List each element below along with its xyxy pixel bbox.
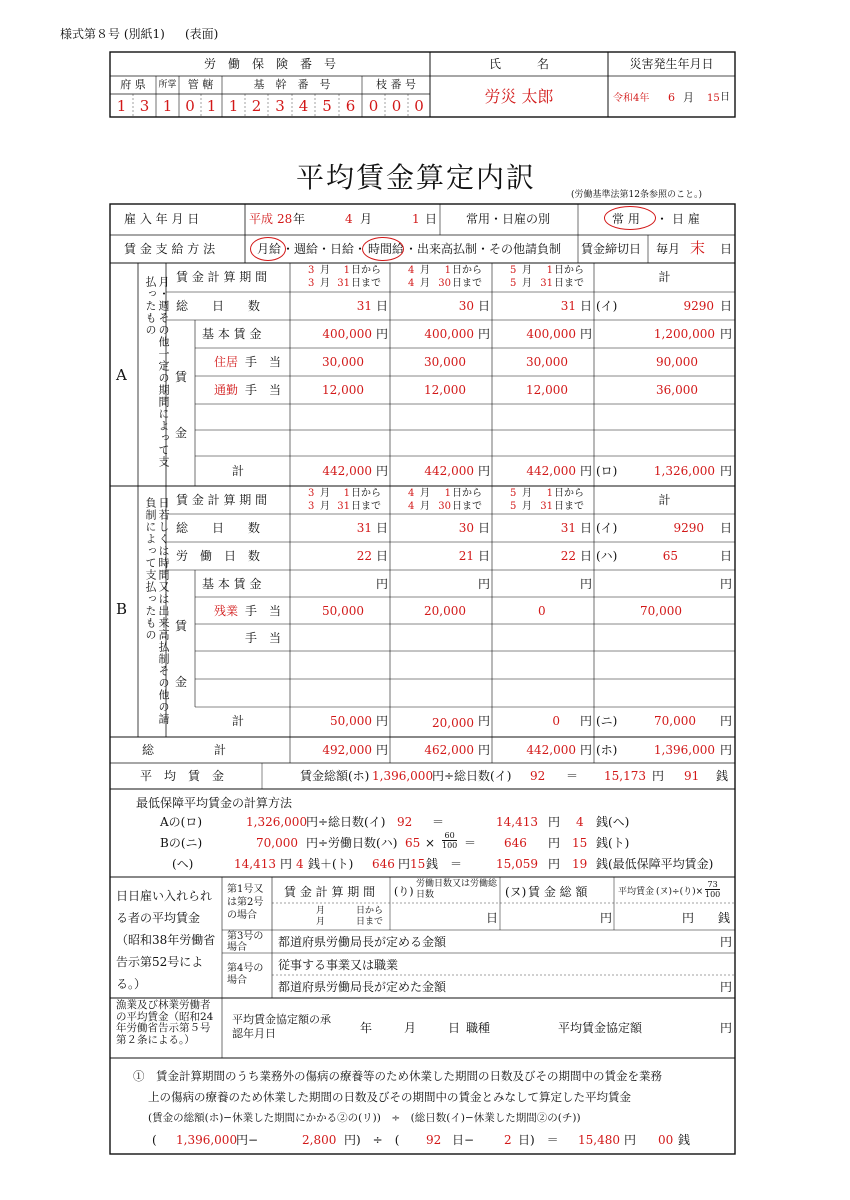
daily-total-label: 賃 金 総 額 [528, 885, 588, 899]
average-wage-label: 平 均 賃 金 [140, 769, 225, 783]
pref-label: 府 県 [120, 78, 146, 91]
overtime-label: 残業 [214, 604, 239, 618]
name-label: 氏 名 [488, 57, 549, 71]
case-4-job: 従事する事業又は職業 [278, 958, 399, 972]
daily-period-label: 賃 金 計 算 期 間 [284, 885, 376, 899]
pay-hourly: 時間給 [368, 242, 405, 256]
digit: 0 [414, 97, 424, 115]
worker-name: 労災 太郎 [484, 87, 554, 106]
footer-sen: 00 [658, 1133, 674, 1147]
footer-result: 15,480 [578, 1133, 620, 1147]
form-number: 様式第８号 (別紙1) [60, 27, 165, 41]
jurisdiction-label: 所掌 [158, 80, 177, 90]
digit: 1 [162, 97, 173, 115]
form-side: (表面) [185, 27, 219, 41]
sum-label: 計 [232, 714, 245, 728]
average-total: 1,396,000 [372, 769, 434, 783]
digit: 6 [345, 97, 356, 115]
work-days-label: 労 働 日 数 [176, 549, 261, 563]
base-number-label: 基 幹 番 号 [253, 78, 331, 91]
footer-line-3: (賃金の総額(ホ)−休業した期間にかかる②の(リ)) ÷ (総日数(イ)−休業した期間②の(チ)) [148, 1112, 581, 1124]
accident-day: 15 [707, 93, 720, 104]
section-b-desc: 日若しくは時間又は出来高払制その他の請負制によって支払ったもの [144, 497, 170, 725]
digit: 1 [228, 97, 239, 115]
digit: 4 [298, 97, 309, 115]
period-label: 賃 金 計 算 期 間 [176, 493, 268, 507]
forestry-approval-label: 平均賃金協定額の承認年月日 [232, 1013, 331, 1040]
digit: 0 [391, 97, 402, 115]
type-regular: 常 用 [612, 212, 640, 226]
fraction: $\frac{60}{100}$ [442, 831, 458, 850]
digit: 1 [116, 97, 127, 115]
section-b-letter: B [116, 600, 128, 618]
hire-year: 28 [277, 212, 293, 226]
forestry-desc: 漁業及び林業労働者の平均賃金（昭和24年労働省告示第５号第２条による。） [116, 999, 214, 1046]
digit: 0 [185, 97, 195, 115]
footer-rest-days: 2 [504, 1133, 512, 1147]
digit: 3 [139, 97, 150, 115]
case-4-amount: 都道府県労働局長が定めた金額 [278, 980, 447, 994]
forestry-job-label: 職種 [466, 1021, 491, 1035]
total-days-label: 総 日 数 [176, 521, 261, 535]
selection-circle [362, 237, 404, 261]
basic-wage-label: 基 本 賃 金 [202, 327, 262, 341]
accident-month: 6 [668, 91, 675, 104]
digit: 5 [322, 97, 332, 115]
footer-line-2: 上の傷病の療養のため休業した期間の日数及びその期間中の賃金とみなして算定した平均賃金 [148, 1090, 631, 1104]
selection-circle [250, 237, 286, 261]
daily-hire-desc: 日日雇い入れられる者の平均賃金（昭和38年労働省告示第52号による。） [116, 889, 216, 991]
total-days-label: 総 日 数 [176, 299, 261, 313]
hire-day: 1 [412, 212, 420, 226]
page-title: 平均賃金算定内訳 [296, 161, 537, 194]
average-sen: 91 [684, 769, 700, 783]
footer-rest-wage: 2,800 [302, 1133, 337, 1147]
accident-era: 令和4年 [613, 93, 650, 104]
digit: 0 [368, 97, 379, 115]
case-3-text: 都道府県労働局長が定める金額 [278, 935, 447, 949]
branch-number-label: 枝 番 号 [376, 78, 416, 91]
hire-month: 4 [345, 212, 353, 226]
payment-method-label: 賃 金 支 給 方 法 [124, 242, 216, 256]
cutoff-label: 賃金締切日 [581, 242, 642, 256]
case-1-2-label: 第1号又は第2号の場合 [227, 884, 264, 921]
hire-date-label: 雇 入 年 月 日 [124, 212, 200, 226]
title-note: (労働基準法第12条参照のこと。) [571, 190, 702, 200]
fraction: $\frac{73}{100}$ [705, 880, 721, 899]
insurance-number-label: 労 働 保 険 番 号 [203, 57, 336, 71]
commute-label: 通勤 [214, 383, 239, 397]
basic-wage-label: 基 本 賃 金 [202, 577, 262, 591]
office-label: 管 轄 [187, 78, 214, 91]
digit: 2 [251, 97, 262, 115]
employment-type-label: 常用・日雇の別 [466, 212, 551, 226]
housing-label: 住居 [214, 355, 239, 369]
section-a-desc: 月・週その他一定の期間によって支払ったもの [144, 276, 170, 468]
accident-date-label: 災害発生年月日 [629, 57, 714, 71]
case-3-label: 第3号の場合 [227, 931, 264, 953]
period-label: 賃 金 計 算 期 間 [176, 270, 268, 284]
type-daily: 日 雇 [672, 212, 700, 226]
minimum-title: 最低保障平均賃金の計算方法 [136, 796, 293, 810]
total-column-label: 計 [658, 270, 671, 284]
footer-total: 1,396,000 [176, 1133, 238, 1147]
selection-circle [604, 206, 656, 230]
footer-days: 92 [426, 1133, 442, 1147]
digit: 3 [275, 97, 285, 115]
grand-total-label: 総 計 [142, 743, 227, 757]
pay-monthly: 月給 [257, 242, 282, 256]
daily-avg-label: 平均賃金 [618, 887, 655, 897]
footer-line-1: ① 賃金計算期間のうち業務外の傷病の療養等のため休業した期間の日数及びその期間中の賃金を業務 [133, 1069, 662, 1083]
daily-workdays-label: 労働日数又は労働総日数 [416, 879, 498, 900]
cutoff-day: 末 [690, 239, 706, 257]
average-yen: 15,173 [604, 769, 646, 783]
case-4-label: 第4号の場合 [227, 963, 264, 986]
average-days: 92 [530, 769, 546, 783]
sum-label: 計 [232, 464, 245, 478]
digit: 1 [206, 97, 217, 115]
section-a-letter: A [116, 366, 127, 384]
forestry-agreed-label: 平均賃金協定額 [558, 1021, 643, 1035]
hire-era: 平成 [249, 212, 274, 226]
total-column-label: 計 [658, 493, 671, 507]
